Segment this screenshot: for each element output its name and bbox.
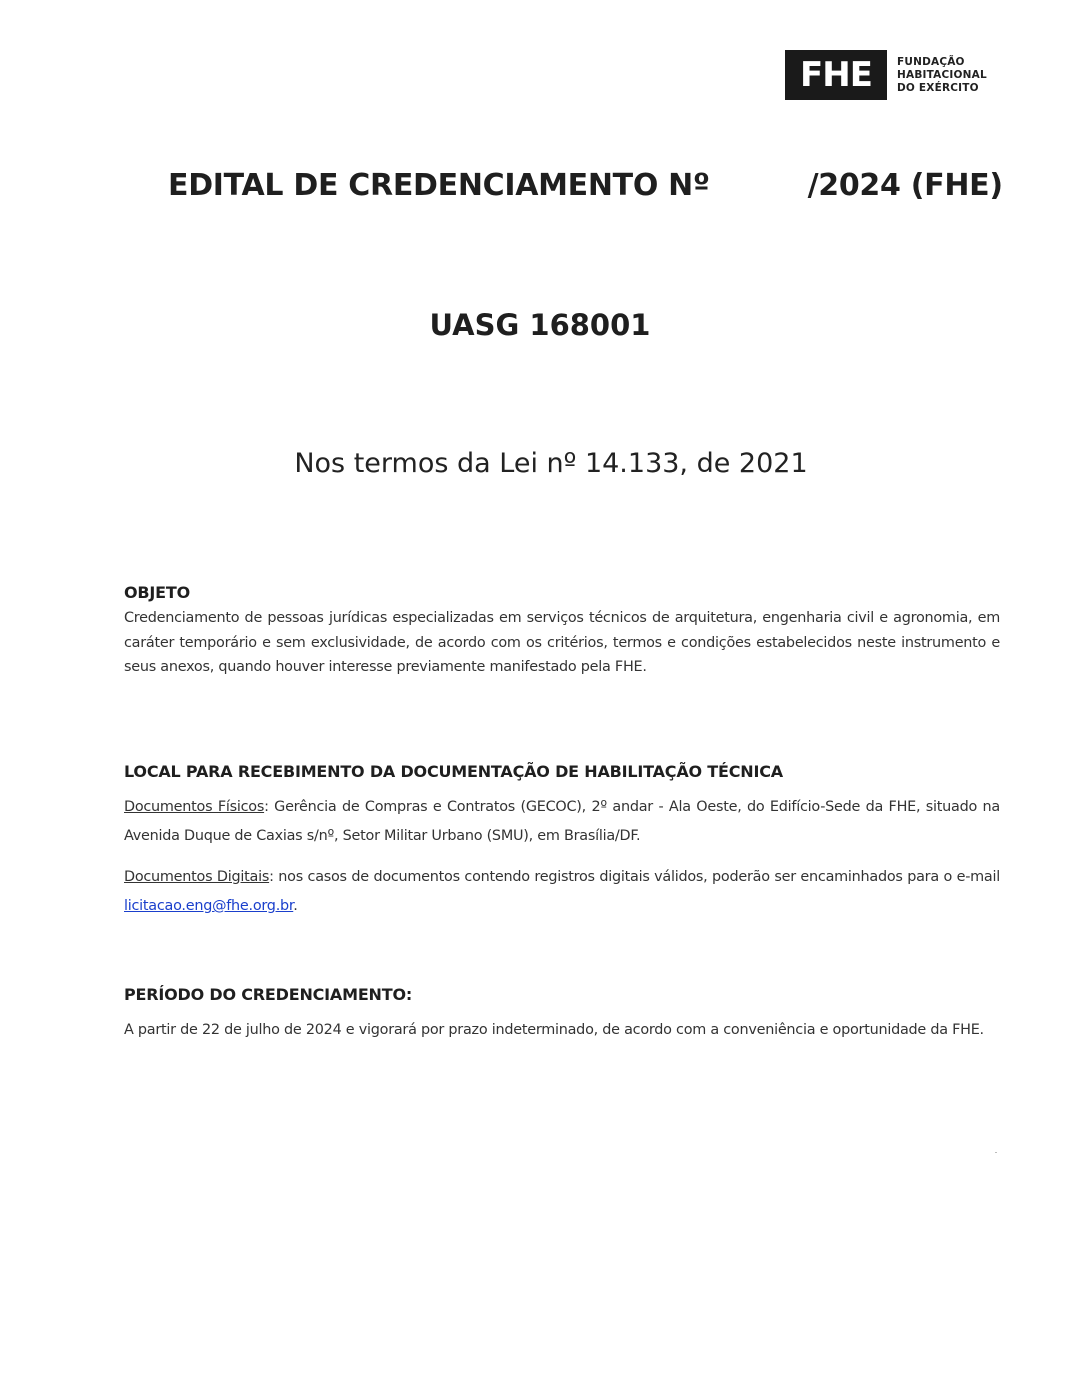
- local-fisicos-paragraph: [124, 793, 1000, 851]
- digitais-text: : nos casos de documentos contendo registros digitais válidos, poderão ser encaminhados para o e-mail: [269, 869, 1000, 885]
- fhe-logo-letters: FHE: [800, 55, 872, 95]
- law-reference: Nos termos da Lei nº 14.133, de 2021: [294, 448, 808, 479]
- email-link[interactable]: licitacao.eng@fhe.org.br: [124, 898, 294, 914]
- document-title-prefix: EDITAL DE CREDENCIAMENTO Nº: [168, 168, 710, 203]
- fhe-logo-text: [897, 56, 987, 95]
- section-objeto: [124, 583, 1000, 680]
- document-title: [168, 168, 1003, 203]
- fhe-logo: [785, 50, 987, 100]
- logo-line-2: HABITACIONAL: [897, 68, 987, 81]
- scan-speck: [995, 1152, 997, 1153]
- objeto-text: Credenciamento de pessoas jurídicas especializadas em serviços técnicos de arquitetura, engenharia civil e agronomia, em caráter temporário e sem exclusividade, de acordo com os critérios, termos e condições estabelecidos neste instrumento e seus anexos, quando houver interesse previamente manifestado pela FHE.: [124, 610, 1000, 675]
- fhe-logo-mark: [785, 50, 887, 100]
- local-digitais-paragraph: [124, 863, 1000, 921]
- uasg-code: UASG 168001: [429, 308, 651, 342]
- digitais-label: Documentos Digitais: [124, 869, 270, 885]
- periodo-text: A partir de 22 de julho de 2024 e vigorará por prazo indeterminado, de acordo com a conveniência e oportunidade da FHE.: [124, 1022, 984, 1038]
- section-periodo: [124, 985, 1000, 1045]
- logo-line-3: DO EXÉRCITO: [897, 81, 979, 94]
- document-title-suffix: /2024 (FHE): [807, 168, 1003, 203]
- local-heading: LOCAL PARA RECEBIMENTO DA DOCUMENTAÇÃO DE HABILITAÇÃO TÉCNICA: [124, 762, 783, 781]
- periodo-heading: PERÍODO DO CREDENCIAMENTO:: [124, 985, 413, 1004]
- section-local: [124, 762, 1000, 921]
- objeto-heading: OBJETO: [124, 583, 190, 602]
- fisicos-text: : Gerência de Compras e Contratos (GECOC), 2º andar - Ala Oeste, do Edifício-Sede da FHE, situado na Avenida Duque de Caxias s/nº, Setor Militar Urbano (SMU), em Brasília/DF.: [124, 799, 1000, 844]
- fisicos-label: Documentos Físicos: [124, 799, 265, 815]
- logo-line-1: FUNDAÇÃO: [897, 55, 965, 68]
- email-end: .: [293, 898, 298, 914]
